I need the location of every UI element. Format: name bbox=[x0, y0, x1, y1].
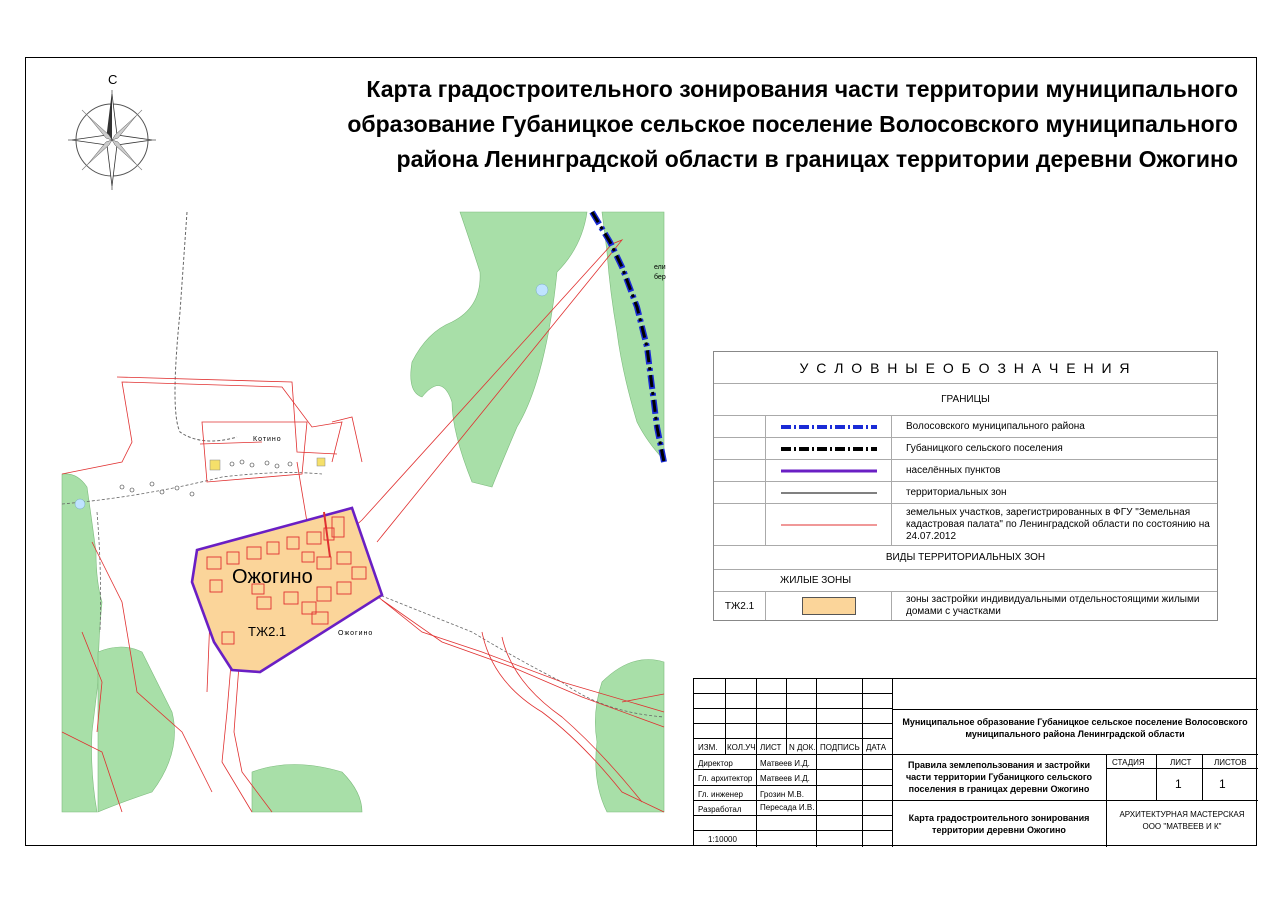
edge-label-1: ели bbox=[654, 264, 666, 271]
compass-rose-icon bbox=[68, 72, 156, 190]
project-name: Правила землепользования и застройки части территории Губаницкого сельского поселения в границах деревни Ожогино bbox=[905, 760, 1093, 794]
settlement-label-kotino: Котино bbox=[253, 436, 282, 443]
legend-residential-header: ЖИЛЫЕ ЗОНЫ bbox=[780, 575, 852, 586]
village-name-label: Ожогино bbox=[232, 566, 313, 588]
legend-title: У С Л О В Н Ы Е О Б О З Н А Ч Е Н И Я bbox=[799, 359, 1132, 376]
zone-label: ТЖ2.1 bbox=[248, 624, 287, 639]
zone-boundary-icon bbox=[779, 489, 879, 497]
zone-swatch-icon bbox=[802, 597, 856, 615]
district-boundary-icon bbox=[779, 423, 879, 431]
forest-area-se bbox=[595, 660, 664, 813]
settlement-label-ozhogino: Ожогино bbox=[338, 630, 374, 637]
map-area[interactable] bbox=[62, 212, 664, 812]
org-name: Муниципальное образование Губаницкое сельское поселение Волосовского муниципального района Ленинградской области bbox=[902, 717, 1248, 739]
title-line-3: района Ленинградской области в границах территории деревни Ожогино bbox=[396, 146, 1238, 172]
forest-area-south bbox=[252, 765, 362, 813]
parcel-boundary-icon bbox=[779, 521, 879, 529]
legend-item-zones: территориальных зон bbox=[714, 482, 1217, 504]
edge-label-2: бер bbox=[654, 274, 666, 281]
locality-boundary-icon bbox=[779, 467, 879, 475]
forest-area-sw bbox=[98, 647, 175, 812]
legend-item-settlement: Губаницкого сельского поселения bbox=[714, 438, 1217, 460]
legend-item-locality: населённых пунктов bbox=[714, 460, 1217, 482]
title-line-2: образование Губаницкое сельское поселение Волосовского муниципального bbox=[347, 111, 1238, 137]
forest-area-e bbox=[602, 212, 664, 460]
firm-name: АРХИТЕКТУРНАЯ МАСТЕРСКАЯ ООО "МАТВЕЕВ И К" bbox=[1119, 810, 1245, 831]
title-line-1: Карта градостроительного зонирования части территории муниципального bbox=[366, 76, 1238, 102]
drawing-name: Карта градостроительного зонирования территории деревни Ожогино bbox=[908, 813, 1090, 835]
north-label: С bbox=[108, 72, 118, 87]
legend-boundaries-header: ГРАНИЦЫ bbox=[941, 394, 990, 405]
map-title bbox=[318, 72, 1238, 177]
legend-item-district: Волосовского муниципального района bbox=[714, 416, 1217, 438]
legend bbox=[713, 351, 1218, 621]
settlement-boundary-icon bbox=[779, 445, 879, 453]
forest-area-w bbox=[62, 474, 102, 812]
legend-item-tzh21: ТЖ2.1 зоны застройки индивидуальными отдельностоящими жилыми домами с участками bbox=[714, 592, 1217, 620]
legend-zones-header: ВИДЫ ТЕРРИТОРИАЛЬНЫХ ЗОН bbox=[885, 552, 1046, 563]
title-block: ИЗМ. КОЛ.УЧ ЛИСТ N ДОК. ПОДПИСЬ ДАТА Директор Матвеев И.Д. Гл. архитектор Матвеев И.Д. Гл. инженер Грозин М.В. Разработал Пересада И.В. 1:10000 Муниципальное образование Губаницкое сельское поселение Волосовского муниципального района Ленинградской области Правила землепользования и застройки части территории Губаницкого сельского поселения в границах деревни Ожогино СТАДИЯ ЛИСТ ЛИСТОВ 1 1 Карта градостроительного зонирования территории деревни Ожогино АРХИТЕКТУРНАЯ МАСТЕРСКАЯ ООО "МАТВЕЕВ И К" bbox=[693, 678, 1257, 846]
forest-area-ne bbox=[411, 212, 587, 487]
village-zone-tzh21 bbox=[192, 508, 382, 672]
map-canvas bbox=[62, 212, 664, 812]
legend-item-parcels: земельных участков, зарегистрированных в ФГУ "Земельная кадастровая палата" по Ленинградской области по состоянию на 24.07.2012 bbox=[714, 504, 1217, 546]
